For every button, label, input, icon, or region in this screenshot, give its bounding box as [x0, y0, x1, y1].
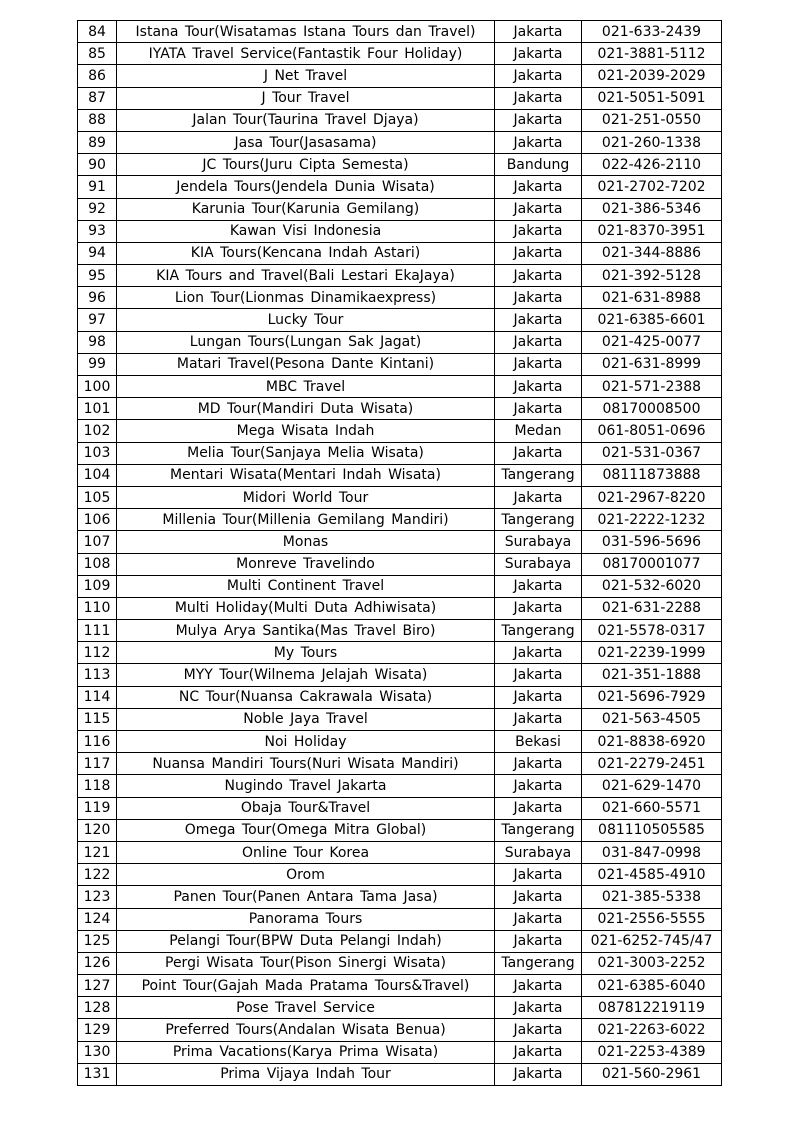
- table-row: [78, 753, 722, 775]
- table-row: [78, 797, 722, 819]
- table-row: [78, 531, 722, 553]
- agency-name-cell: Point Tour(Gajah Mada Pratama Tours&Travel): [117, 975, 495, 997]
- row-number-cell: 123: [78, 886, 117, 908]
- phone-cell: 031-596-5696: [582, 531, 722, 553]
- row-number-cell: 98: [78, 331, 117, 353]
- phone-cell: 021-3003-2252: [582, 952, 722, 974]
- phone-cell: 022-426-2110: [582, 154, 722, 176]
- table-row: [78, 775, 722, 797]
- city-cell: Tangerang: [495, 819, 582, 841]
- phone-cell: 021-386-5346: [582, 198, 722, 220]
- agency-name-cell: Noble Jaya Travel: [117, 708, 495, 730]
- row-number-cell: 115: [78, 708, 117, 730]
- city-cell: Jakarta: [495, 708, 582, 730]
- row-number-cell: 106: [78, 509, 117, 531]
- agency-name-cell: My Tours: [117, 642, 495, 664]
- table-row: [78, 154, 722, 176]
- row-number-cell: 85: [78, 43, 117, 65]
- city-cell: Jakarta: [495, 287, 582, 309]
- table-row: [78, 43, 722, 65]
- row-number-cell: 84: [78, 21, 117, 43]
- table-row: [78, 731, 722, 753]
- row-number-cell: 118: [78, 775, 117, 797]
- row-number-cell: 119: [78, 797, 117, 819]
- phone-cell: 021-6252-745/47: [582, 930, 722, 952]
- phone-cell: 08170008500: [582, 398, 722, 420]
- agency-name-cell: Prima Vacations(Karya Prima Wisata): [117, 1041, 495, 1063]
- agency-name-cell: JC Tours(Juru Cipta Semesta): [117, 154, 495, 176]
- city-cell: Surabaya: [495, 841, 582, 863]
- agency-name-cell: Pose Travel Service: [117, 997, 495, 1019]
- agency-name-cell: Karunia Tour(Karunia Gemilang): [117, 198, 495, 220]
- city-cell: Tangerang: [495, 509, 582, 531]
- phone-cell: 021-385-5338: [582, 886, 722, 908]
- row-number-cell: 121: [78, 841, 117, 863]
- city-cell: Tangerang: [495, 952, 582, 974]
- phone-cell: 021-2239-1999: [582, 642, 722, 664]
- agency-name-cell: Obaja Tour&Travel: [117, 797, 495, 819]
- table-row: [78, 841, 722, 863]
- agency-name-cell: Kawan Visi Indonesia: [117, 220, 495, 242]
- agency-name-cell: Mulya Arya Santika(Mas Travel Biro): [117, 620, 495, 642]
- phone-cell: 021-8838-6920: [582, 731, 722, 753]
- city-cell: Jakarta: [495, 43, 582, 65]
- phone-cell: 021-532-6020: [582, 575, 722, 597]
- row-number-cell: 92: [78, 198, 117, 220]
- city-cell: Jakarta: [495, 265, 582, 287]
- table-row: [78, 220, 722, 242]
- table-row: [78, 975, 722, 997]
- table-row: [78, 376, 722, 398]
- row-number-cell: 110: [78, 597, 117, 619]
- phone-cell: 021-2222-1232: [582, 509, 722, 531]
- city-cell: Surabaya: [495, 553, 582, 575]
- agency-name-cell: Omega Tour(Omega Mitra Global): [117, 819, 495, 841]
- phone-cell: 021-2967-8220: [582, 486, 722, 508]
- city-cell: Jakarta: [495, 176, 582, 198]
- phone-cell: 021-629-1470: [582, 775, 722, 797]
- table-row: [78, 21, 722, 43]
- phone-cell: 021-571-2388: [582, 376, 722, 398]
- agency-name-cell: Istana Tour(Wisatamas Istana Tours dan Travel): [117, 21, 495, 43]
- agency-name-cell: Jasa Tour(Jasasama): [117, 131, 495, 153]
- phone-cell: 021-2039-2029: [582, 65, 722, 87]
- city-cell: Jakarta: [495, 398, 582, 420]
- row-number-cell: 113: [78, 664, 117, 686]
- agency-name-cell: Midori World Tour: [117, 486, 495, 508]
- row-number-cell: 127: [78, 975, 117, 997]
- table-row: [78, 131, 722, 153]
- city-cell: Jakarta: [495, 686, 582, 708]
- row-number-cell: 129: [78, 1019, 117, 1041]
- table-row: [78, 620, 722, 642]
- table-row: [78, 442, 722, 464]
- table-row: [78, 819, 722, 841]
- agency-name-cell: Online Tour Korea: [117, 841, 495, 863]
- row-number-cell: 128: [78, 997, 117, 1019]
- agency-name-cell: MYY Tour(Wilnema Jelajah Wisata): [117, 664, 495, 686]
- table-row: [78, 353, 722, 375]
- row-number-cell: 130: [78, 1041, 117, 1063]
- table-row: [78, 176, 722, 198]
- phone-cell: 021-563-4505: [582, 708, 722, 730]
- table-row: [78, 420, 722, 442]
- table-row: [78, 664, 722, 686]
- phone-cell: 087812219119: [582, 997, 722, 1019]
- row-number-cell: 126: [78, 952, 117, 974]
- city-cell: Jakarta: [495, 109, 582, 131]
- city-cell: Jakarta: [495, 664, 582, 686]
- phone-cell: 021-425-0077: [582, 331, 722, 353]
- city-cell: Jakarta: [495, 198, 582, 220]
- city-cell: Bekasi: [495, 731, 582, 753]
- row-number-cell: 104: [78, 464, 117, 486]
- phone-cell: 021-631-8999: [582, 353, 722, 375]
- table-row: [78, 331, 722, 353]
- agency-name-cell: J Tour Travel: [117, 87, 495, 109]
- phone-cell: 021-4585-4910: [582, 864, 722, 886]
- agency-name-cell: Monas: [117, 531, 495, 553]
- row-number-cell: 105: [78, 486, 117, 508]
- table-row: [78, 1019, 722, 1041]
- phone-cell: 021-631-2288: [582, 597, 722, 619]
- agency-name-cell: Preferred Tours(Andalan Wisata Benua): [117, 1019, 495, 1041]
- phone-cell: 021-660-5571: [582, 797, 722, 819]
- table-row: [78, 65, 722, 87]
- city-cell: Jakarta: [495, 775, 582, 797]
- city-cell: Jakarta: [495, 864, 582, 886]
- table-row: [78, 597, 722, 619]
- phone-cell: 021-2702-7202: [582, 176, 722, 198]
- row-number-cell: 93: [78, 220, 117, 242]
- agency-name-cell: MD Tour(Mandiri Duta Wisata): [117, 398, 495, 420]
- row-number-cell: 103: [78, 442, 117, 464]
- city-cell: Surabaya: [495, 531, 582, 553]
- agency-name-cell: IYATA Travel Service(Fantastik Four Holiday): [117, 43, 495, 65]
- row-number-cell: 86: [78, 65, 117, 87]
- city-cell: Jakarta: [495, 65, 582, 87]
- table-row: [78, 87, 722, 109]
- city-cell: Tangerang: [495, 464, 582, 486]
- phone-cell: 061-8051-0696: [582, 420, 722, 442]
- phone-cell: 021-251-0550: [582, 109, 722, 131]
- city-cell: Jakarta: [495, 131, 582, 153]
- city-cell: Jakarta: [495, 220, 582, 242]
- phone-cell: 021-2556-5555: [582, 908, 722, 930]
- city-cell: Jakarta: [495, 1063, 582, 1085]
- city-cell: Jakarta: [495, 309, 582, 331]
- agency-name-cell: Pergi Wisata Tour(Pison Sinergi Wisata): [117, 952, 495, 974]
- table-body: [78, 21, 722, 1086]
- agency-name-cell: Jendela Tours(Jendela Dunia Wisata): [117, 176, 495, 198]
- phone-cell: 081110505585: [582, 819, 722, 841]
- table-row: [78, 464, 722, 486]
- row-number-cell: 116: [78, 731, 117, 753]
- phone-cell: 021-2279-2451: [582, 753, 722, 775]
- phone-cell: 021-5696-7929: [582, 686, 722, 708]
- table-row: [78, 686, 722, 708]
- phone-cell: 021-351-1888: [582, 664, 722, 686]
- phone-cell: 08111873888: [582, 464, 722, 486]
- agency-name-cell: Lucky Tour: [117, 309, 495, 331]
- agency-name-cell: Nuansa Mandiri Tours(Nuri Wisata Mandiri): [117, 753, 495, 775]
- row-number-cell: 112: [78, 642, 117, 664]
- phone-cell: 021-2253-4389: [582, 1041, 722, 1063]
- phone-cell: 021-631-8988: [582, 287, 722, 309]
- row-number-cell: 99: [78, 353, 117, 375]
- row-number-cell: 114: [78, 686, 117, 708]
- phone-cell: 021-531-0367: [582, 442, 722, 464]
- agency-name-cell: Mentari Wisata(Mentari Indah Wisata): [117, 464, 495, 486]
- phone-cell: 021-344-8886: [582, 242, 722, 264]
- city-cell: Jakarta: [495, 753, 582, 775]
- row-number-cell: 102: [78, 420, 117, 442]
- agency-name-cell: Lungan Tours(Lungan Sak Jagat): [117, 331, 495, 353]
- phone-cell: 031-847-0998: [582, 841, 722, 863]
- agency-name-cell: Matari Travel(Pesona Dante Kintani): [117, 353, 495, 375]
- phone-cell: 021-3881-5112: [582, 43, 722, 65]
- phone-cell: 021-633-2439: [582, 21, 722, 43]
- table-row: [78, 708, 722, 730]
- table-row: [78, 864, 722, 886]
- table-row: [78, 398, 722, 420]
- row-number-cell: 97: [78, 309, 117, 331]
- agency-name-cell: Panen Tour(Panen Antara Tama Jasa): [117, 886, 495, 908]
- table-row: [78, 886, 722, 908]
- travel-agency-table: [77, 20, 722, 1086]
- agency-name-cell: Multi Holiday(Multi Duta Adhiwisata): [117, 597, 495, 619]
- row-number-cell: 88: [78, 109, 117, 131]
- row-number-cell: 91: [78, 176, 117, 198]
- table-row: [78, 952, 722, 974]
- row-number-cell: 100: [78, 376, 117, 398]
- table-row: [78, 509, 722, 531]
- agency-name-cell: J Net Travel: [117, 65, 495, 87]
- table-row: [78, 109, 722, 131]
- row-number-cell: 125: [78, 930, 117, 952]
- agency-name-cell: Melia Tour(Sanjaya Melia Wisata): [117, 442, 495, 464]
- city-cell: Jakarta: [495, 975, 582, 997]
- agency-name-cell: Jalan Tour(Taurina Travel Djaya): [117, 109, 495, 131]
- agency-name-cell: Multi Continent Travel: [117, 575, 495, 597]
- agency-name-cell: Monreve Travelindo: [117, 553, 495, 575]
- city-cell: Jakarta: [495, 930, 582, 952]
- city-cell: Tangerang: [495, 620, 582, 642]
- city-cell: Jakarta: [495, 886, 582, 908]
- agency-name-cell: Prima Vijaya Indah Tour: [117, 1063, 495, 1085]
- table-row: [78, 486, 722, 508]
- city-cell: Jakarta: [495, 797, 582, 819]
- row-number-cell: 120: [78, 819, 117, 841]
- row-number-cell: 117: [78, 753, 117, 775]
- phone-cell: 021-2263-6022: [582, 1019, 722, 1041]
- row-number-cell: 107: [78, 531, 117, 553]
- city-cell: Jakarta: [495, 331, 582, 353]
- table-row: [78, 930, 722, 952]
- row-number-cell: 111: [78, 620, 117, 642]
- agency-name-cell: KIA Tours and Travel(Bali Lestari EkaJaya): [117, 265, 495, 287]
- city-cell: Bandung: [495, 154, 582, 176]
- agency-name-cell: Panorama Tours: [117, 908, 495, 930]
- table-row: [78, 997, 722, 1019]
- row-number-cell: 96: [78, 287, 117, 309]
- city-cell: Jakarta: [495, 1019, 582, 1041]
- city-cell: Jakarta: [495, 242, 582, 264]
- table-row: [78, 575, 722, 597]
- agency-name-cell: Mega Wisata Indah: [117, 420, 495, 442]
- phone-cell: 021-5578-0317: [582, 620, 722, 642]
- city-cell: Medan: [495, 420, 582, 442]
- table-row: [78, 1041, 722, 1063]
- row-number-cell: 124: [78, 908, 117, 930]
- city-cell: Jakarta: [495, 486, 582, 508]
- table-row: [78, 642, 722, 664]
- agency-name-cell: Pelangi Tour(BPW Duta Pelangi Indah): [117, 930, 495, 952]
- city-cell: Jakarta: [495, 87, 582, 109]
- phone-cell: 021-5051-5091: [582, 87, 722, 109]
- row-number-cell: 94: [78, 242, 117, 264]
- city-cell: Jakarta: [495, 21, 582, 43]
- table-row: [78, 309, 722, 331]
- city-cell: Jakarta: [495, 353, 582, 375]
- city-cell: Jakarta: [495, 1041, 582, 1063]
- phone-cell: 021-392-5128: [582, 265, 722, 287]
- agency-name-cell: Orom: [117, 864, 495, 886]
- row-number-cell: 101: [78, 398, 117, 420]
- city-cell: Jakarta: [495, 908, 582, 930]
- agency-name-cell: Nugindo Travel Jakarta: [117, 775, 495, 797]
- city-cell: Jakarta: [495, 442, 582, 464]
- row-number-cell: 122: [78, 864, 117, 886]
- city-cell: Jakarta: [495, 575, 582, 597]
- agency-name-cell: Noi Holiday: [117, 731, 495, 753]
- city-cell: Jakarta: [495, 597, 582, 619]
- city-cell: Jakarta: [495, 997, 582, 1019]
- agency-name-cell: Millenia Tour(Millenia Gemilang Mandiri): [117, 509, 495, 531]
- phone-cell: 021-8370-3951: [582, 220, 722, 242]
- agency-name-cell: NC Tour(Nuansa Cakrawala Wisata): [117, 686, 495, 708]
- phone-cell: 021-6385-6601: [582, 309, 722, 331]
- row-number-cell: 95: [78, 265, 117, 287]
- row-number-cell: 87: [78, 87, 117, 109]
- row-number-cell: 109: [78, 575, 117, 597]
- city-cell: Jakarta: [495, 642, 582, 664]
- agency-name-cell: KIA Tours(Kencana Indah Astari): [117, 242, 495, 264]
- table-row: [78, 287, 722, 309]
- table-row: [78, 1063, 722, 1085]
- row-number-cell: 89: [78, 131, 117, 153]
- phone-cell: 08170001077: [582, 553, 722, 575]
- agency-name-cell: MBC Travel: [117, 376, 495, 398]
- table-row: [78, 553, 722, 575]
- phone-cell: 021-6385-6040: [582, 975, 722, 997]
- city-cell: Jakarta: [495, 376, 582, 398]
- phone-cell: 021-260-1338: [582, 131, 722, 153]
- phone-cell: 021-560-2961: [582, 1063, 722, 1085]
- row-number-cell: 131: [78, 1063, 117, 1085]
- agency-name-cell: Lion Tour(Lionmas Dinamikaexpress): [117, 287, 495, 309]
- table-row: [78, 198, 722, 220]
- row-number-cell: 108: [78, 553, 117, 575]
- table-row: [78, 242, 722, 264]
- row-number-cell: 90: [78, 154, 117, 176]
- table-row: [78, 908, 722, 930]
- table-row: [78, 265, 722, 287]
